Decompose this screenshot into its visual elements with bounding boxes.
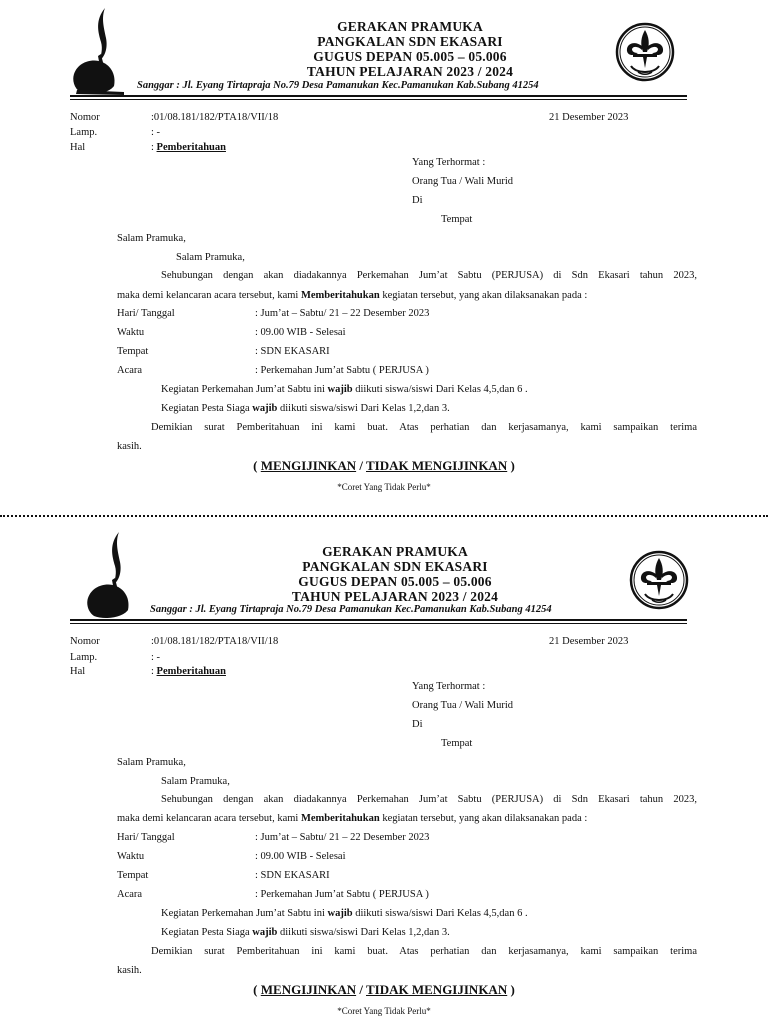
closing-line: kasih. bbox=[117, 965, 142, 976]
strike-note: *Coret Yang Tidak Perlu* bbox=[337, 1006, 431, 1016]
detail-value: : Jum’at – Sabtu/ 21 – 22 Desember 2023 bbox=[255, 308, 430, 319]
recipient-line: Tempat bbox=[441, 214, 473, 225]
base-name: PANGKALAN SDN EKASARI bbox=[317, 34, 503, 49]
text-span: ) bbox=[507, 458, 515, 473]
detail-value: : 09.00 WIB - Selesai bbox=[255, 851, 346, 862]
closing-line: Demikian surat Pemberitahuan ini kami buat. Atas perhatian dan kerjasamanya, kami sampaikan terima bbox=[151, 422, 697, 433]
text-span: / bbox=[356, 982, 366, 997]
recipient-line: Orang Tua / Wali Murid bbox=[412, 700, 514, 711]
detail-label: Hari/ Tanggal bbox=[117, 832, 175, 843]
text-span-bold: wajib bbox=[252, 403, 278, 414]
lamp-value: : - bbox=[151, 127, 161, 138]
letter-date: 21 Desember 2023 bbox=[549, 112, 629, 123]
text-span-bold: wajib bbox=[327, 908, 353, 919]
recipient-line: Tempat bbox=[441, 738, 473, 749]
greeting: Salam Pramuka, bbox=[176, 252, 245, 263]
text-span: ( bbox=[253, 982, 261, 997]
letter-bottom bbox=[0, 522, 768, 1024]
text-span: diikuti siswa/siswi Dari Kelas 4,5,dan 6 . bbox=[352, 384, 528, 395]
tunas-kelapa-logo bbox=[82, 530, 144, 620]
nomor-label: Nomor bbox=[70, 112, 100, 123]
option-deny[interactable]: TIDAK MENGIJINKAN bbox=[366, 458, 508, 473]
org-name: GERAKAN PRAMUKA bbox=[322, 544, 468, 559]
text-span: diikuti siswa/siswi Dari Kelas 4,5,dan 6 . bbox=[352, 908, 528, 919]
detail-label: Hari/ Tanggal bbox=[117, 308, 175, 319]
hal-value: Pemberitahuan bbox=[156, 666, 226, 677]
header-rule bbox=[70, 619, 687, 621]
greeting: Salam Pramuka, bbox=[117, 757, 186, 768]
note-line bbox=[161, 384, 528, 395]
text-span: / bbox=[356, 458, 366, 473]
closing-line: kasih. bbox=[117, 441, 142, 452]
header-rule bbox=[70, 95, 687, 97]
option-allow[interactable]: MENGIJINKAN bbox=[260, 458, 357, 473]
detail-value: : Perkemahan Jum’at Sabtu ( PERJUSA ) bbox=[255, 889, 429, 900]
school-year: TAHUN PELAJARAN 2023 / 2024 bbox=[306, 64, 514, 79]
detail-label: Tempat bbox=[117, 346, 149, 357]
org-name: GERAKAN PRAMUKA bbox=[337, 19, 483, 34]
detail-value: : Perkemahan Jum’at Sabtu ( PERJUSA ) bbox=[255, 365, 429, 376]
greeting: Salam Pramuka, bbox=[161, 776, 230, 787]
recipient-line: Orang Tua / Wali Murid bbox=[412, 176, 514, 187]
sanggar-address: Sanggar : Jl. Eyang Tirtapraja No.79 Desa Pamanukan Kec.Pamanukan Kab.Subang 41254 bbox=[137, 80, 539, 91]
school-year: TAHUN PELAJARAN 2023 / 2024 bbox=[291, 589, 499, 604]
hal-field bbox=[151, 142, 226, 153]
hal-colon: : bbox=[151, 142, 157, 153]
text-span-bold: wajib bbox=[252, 927, 278, 938]
text-span: Kegiatan Pesta Siaga bbox=[161, 403, 253, 414]
hal-value: Pemberitahuan bbox=[156, 142, 226, 153]
detail-label: Waktu bbox=[117, 851, 145, 862]
letterhead bbox=[230, 19, 590, 79]
detail-value: : SDN EKASARI bbox=[255, 870, 330, 881]
nomor-value: :01/08.181/182/PTA18/VII/18 bbox=[151, 636, 279, 647]
permission-choice bbox=[0, 982, 768, 998]
paragraph-line bbox=[117, 813, 587, 824]
strike-note: *Coret Yang Tidak Perlu* bbox=[337, 482, 431, 492]
hal-label: Hal bbox=[70, 142, 86, 153]
text-span: ( bbox=[253, 458, 261, 473]
recipient-line: Yang Terhormat : bbox=[412, 681, 486, 692]
lamp-label: Lamp. bbox=[70, 652, 98, 663]
header-rule-thin bbox=[70, 99, 687, 100]
detail-label: Tempat bbox=[117, 870, 149, 881]
sanggar-address: Sanggar : Jl. Eyang Tirtapraja No.79 Desa Pamanukan Kec.Pamanukan Kab.Subang 41254 bbox=[150, 604, 552, 615]
text-span: maka demi kelancaran acara tersebut, kami bbox=[117, 813, 301, 824]
detail-value: : Jum’at – Sabtu/ 21 – 22 Desember 2023 bbox=[255, 832, 430, 843]
header-rule-thin bbox=[70, 623, 687, 624]
note-line bbox=[161, 908, 528, 919]
nomor-label: Nomor bbox=[70, 636, 100, 647]
paragraph-line: Sehubungan dengan akan diadakannya Perkemahan Jum’at Sabtu (PERJUSA) di Sdn Ekasari tahun 2023, bbox=[161, 794, 697, 805]
text-span: kegiatan tersebut, yang akan dilaksanakan pada : bbox=[379, 290, 588, 301]
option-allow[interactable]: MENGIJINKAN bbox=[260, 982, 357, 997]
tunas-kelapa-logo bbox=[68, 6, 130, 96]
wosm-emblem-logo bbox=[628, 550, 690, 614]
hal-colon: : bbox=[151, 666, 157, 677]
lamp-value: : - bbox=[151, 652, 161, 663]
recipient-line: Di bbox=[412, 195, 423, 206]
detail-label: Acara bbox=[117, 889, 143, 900]
text-span: diikuti siswa/siswi Dari Kelas 1,2,dan 3. bbox=[277, 403, 450, 414]
gugus-depan: GUGUS DEPAN 05.005 – 05.006 bbox=[298, 574, 492, 589]
recipient-line: Yang Terhormat : bbox=[412, 157, 486, 168]
permission-choice bbox=[0, 458, 768, 474]
detail-value: : 09.00 WIB - Selesai bbox=[255, 327, 346, 338]
letter-date: 21 Desember 2023 bbox=[549, 636, 629, 647]
text-span: diikuti siswa/siswi Dari Kelas 1,2,dan 3. bbox=[277, 927, 450, 938]
text-span-bold: Memberitahukan bbox=[300, 813, 380, 824]
paragraph-line: Sehubungan dengan akan diadakannya Perkemahan Jum’at Sabtu (PERJUSA) di Sdn Ekasari tahun 2023, bbox=[161, 270, 697, 281]
text-span-bold: Memberitahukan bbox=[300, 290, 380, 301]
base-name: PANGKALAN SDN EKASARI bbox=[302, 559, 488, 574]
text-span: Kegiatan Perkemahan Jum’at Sabtu ini bbox=[161, 908, 328, 919]
recipient-line: Di bbox=[412, 719, 423, 730]
text-span: kegiatan tersebut, yang akan dilaksanakan pada : bbox=[379, 813, 588, 824]
note-line bbox=[161, 403, 450, 414]
hal-label: Hal bbox=[70, 666, 86, 677]
note-line bbox=[161, 927, 450, 938]
cut-line bbox=[0, 515, 768, 517]
detail-label: Acara bbox=[117, 365, 143, 376]
detail-value: : SDN EKASARI bbox=[255, 346, 330, 357]
text-span: Kegiatan Pesta Siaga bbox=[161, 927, 253, 938]
greeting: Salam Pramuka, bbox=[117, 233, 186, 244]
text-span: maka demi kelancaran acara tersebut, kami bbox=[117, 290, 301, 301]
lamp-label: Lamp. bbox=[70, 127, 98, 138]
text-span: Kegiatan Perkemahan Jum’at Sabtu ini bbox=[161, 384, 328, 395]
detail-label: Waktu bbox=[117, 327, 145, 338]
letterhead bbox=[215, 544, 575, 604]
closing-line: Demikian surat Pemberitahuan ini kami buat. Atas perhatian dan kerjasamanya, kami sampaikan terima bbox=[151, 946, 697, 957]
wosm-emblem-logo bbox=[614, 22, 676, 86]
option-deny[interactable]: TIDAK MENGIJINKAN bbox=[366, 982, 508, 997]
text-span-bold: wajib bbox=[327, 384, 353, 395]
gugus-depan: GUGUS DEPAN 05.005 – 05.006 bbox=[313, 49, 507, 64]
nomor-value: :01/08.181/182/PTA18/VII/18 bbox=[151, 112, 279, 123]
paragraph-line bbox=[117, 290, 587, 301]
text-span: ) bbox=[507, 982, 515, 997]
hal-field bbox=[151, 666, 226, 677]
